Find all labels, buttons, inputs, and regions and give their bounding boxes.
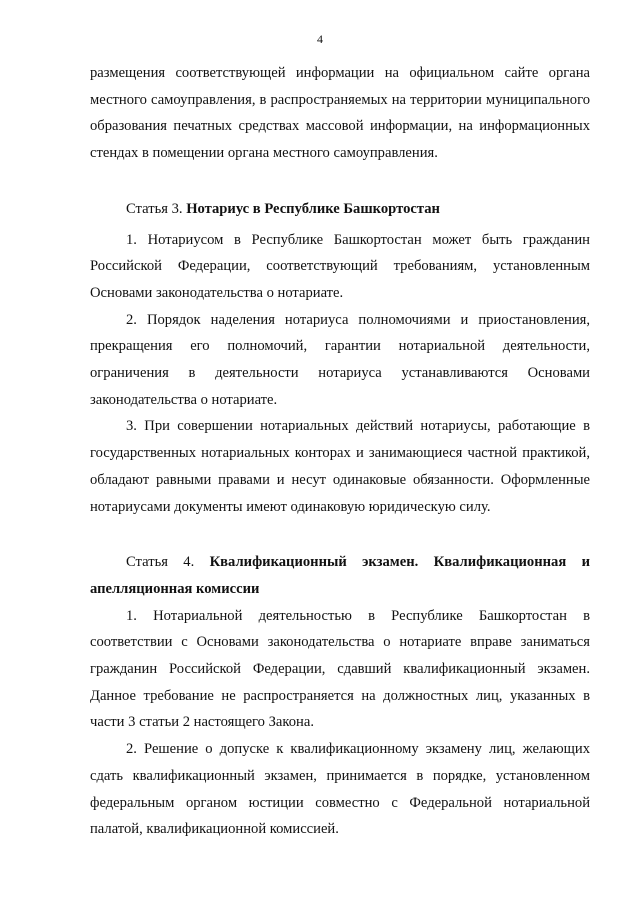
article-4-heading (90, 549, 590, 602)
article-4-prefix: Статья 4. (126, 554, 195, 571)
document-body (90, 60, 590, 843)
article-3-item-3: 3. При совершении нотариальных действий нотариусы, работающие в государственных нотариальных конторах и занимающиеся частной практикой, обладают равными правами и несут одинаковые обязанности. Оформленные нотариусами документы имеют одинаковую юридическую силу. (90, 418, 590, 515)
article-3-item-2: 2. Порядок наделения нотариуса полномочиями и приостановления, прекращения его полномочий, гарантии нотариальной деятельности, ограничения в деятельности нотариуса устанавливаются Основами законодательства о нотариате. (90, 311, 590, 408)
article-4-item-2: 2. Решение о допуске к квалификационному экзамену лиц, желающих сдать квалификационный экзамен, принимается в порядке, установленном федеральным органом юстиции совместно с Федеральной нотариальной палатой, квалификационной комиссией. (90, 741, 590, 838)
article-4-item-1: 1. Нотариальной деятельностью в Республике Башкортостан в соответствии с Основами законодательства о нотариате вправе заниматься гражданин Российской Федерации, сдавший квалификационный экзамен. Данное требование не распространяется на должностных лиц, указанных в части 3 статьи 2 настоящего Закона. (90, 607, 590, 731)
article-3-item-1: 1. Нотариусом в Республике Башкортостан может быть гражданин Российской Федерации, соответствующий требованиям, установленным Основами законодательства о нотариате. (90, 231, 590, 301)
article-3-prefix: Статья 3. (126, 200, 183, 217)
article-3-title: Нотариус в Республике Башкортостан (186, 200, 440, 217)
article-4-title: Квалификационный экзамен. Квалификационная и апелляционная комиссии (90, 554, 590, 597)
intro-paragraph: размещения соответствующей информации на официальном сайте органа местного самоуправления, в распространяемых на территории муниципального образования печатных средствах массовой информации, на информационных стендах в помещении органа местного самоуправления. (90, 65, 590, 162)
spacer (90, 167, 590, 196)
page-number: 4 (317, 32, 323, 46)
article-3-heading (90, 196, 590, 223)
spacer (90, 520, 590, 549)
